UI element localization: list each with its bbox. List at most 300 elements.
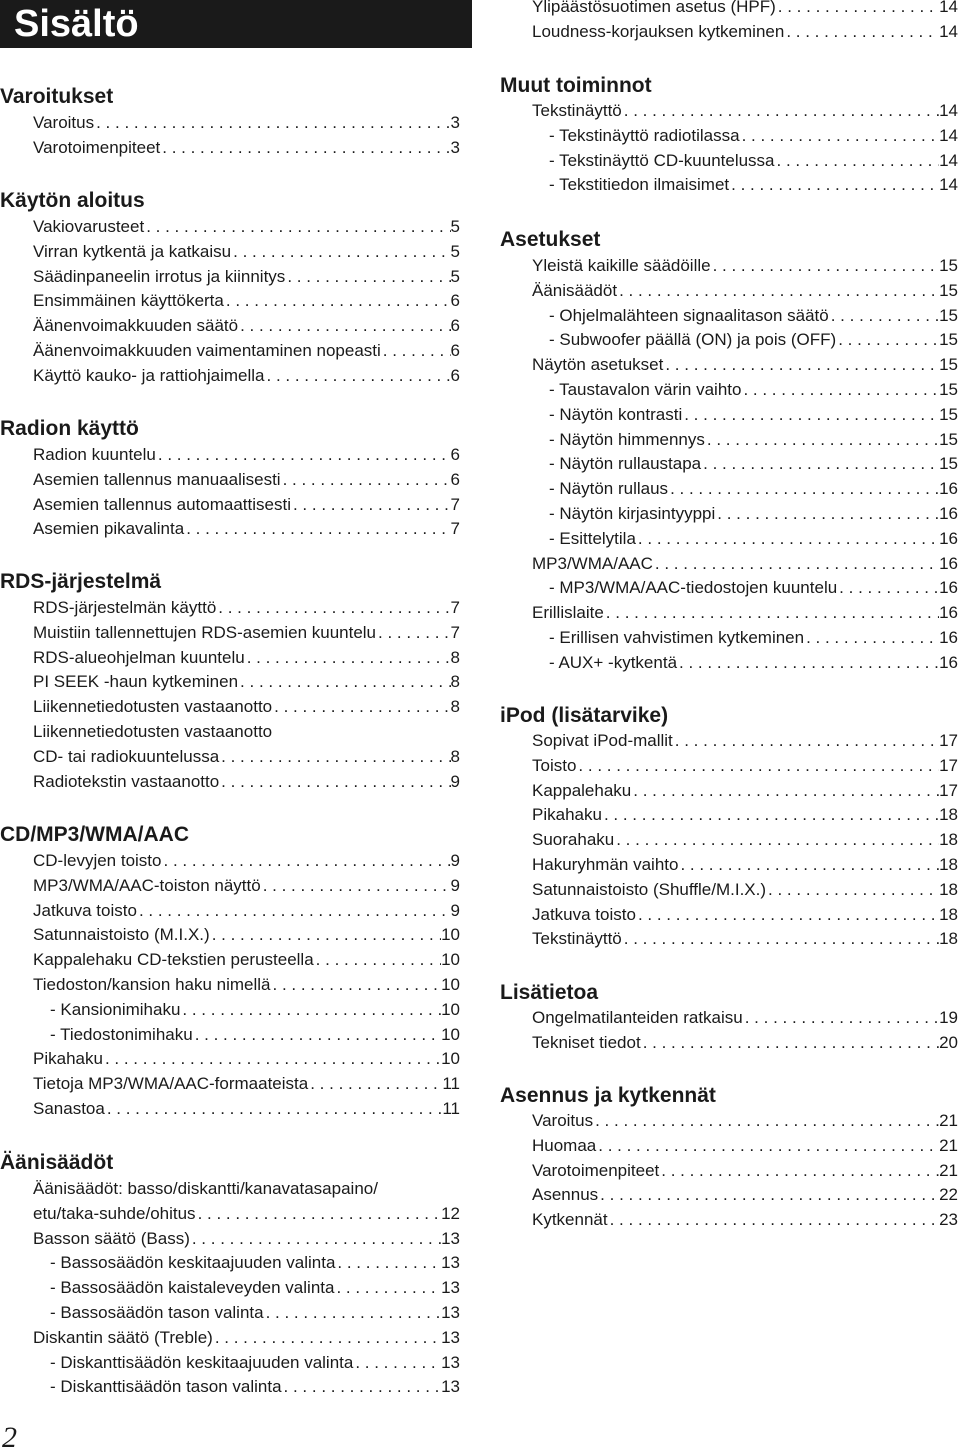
dot-leader [641, 1031, 939, 1056]
toc-entry-label: Varoitus [33, 113, 95, 132]
toc-entry-label: Sopivat iPod-mallit [532, 731, 673, 750]
dot-leader [837, 576, 939, 601]
toc-entry-page: 8 [450, 697, 460, 717]
toc-entry-label: Toisto [532, 755, 577, 775]
toc-entry[interactable] [532, 353, 958, 378]
toc-entry-label: Sanastoa [33, 1099, 105, 1118]
dot-leader [216, 596, 450, 621]
toc-entry-page: 18 [939, 879, 958, 899]
toc-entry-page: 7 [450, 622, 460, 642]
toc-entry-label: MP3/WMA/AAC-toiston näyttö [33, 875, 261, 895]
section-heading: Käytön aloitus [0, 189, 145, 212]
toc-entry-label: - Näytön kirjasintyyppi [549, 504, 716, 523]
dot-leader [775, 149, 940, 174]
toc-entry-page: 5 [450, 241, 460, 261]
dot-leader [677, 651, 939, 676]
dot-leader [196, 1202, 442, 1227]
toc-entry-label: Käyttö kauko- ja rattiohjaimella [33, 365, 265, 385]
dot-leader [776, 0, 939, 20]
toc-entry-label: Loudness-korjauksen kytkeminen [532, 21, 785, 41]
toc-entry[interactable] [532, 1208, 958, 1233]
toc-subentry[interactable] [50, 1351, 460, 1376]
dot-leader [265, 364, 451, 389]
toc-entry[interactable] [532, 729, 958, 754]
dot-leader [308, 1072, 442, 1097]
toc-entry-label: etu/taka-suhde/ohitus [33, 1203, 196, 1223]
toc-entry[interactable] [532, 1006, 958, 1031]
toc-entry[interactable] [33, 1097, 460, 1122]
toc-entry-page: 15 [939, 454, 958, 474]
toc-entry-page: 13 [441, 1228, 460, 1248]
toc-entry-label: Diskantin säätö (Treble) [33, 1327, 213, 1347]
dot-leader [743, 1006, 939, 1031]
toc-entry[interactable] [33, 364, 460, 389]
toc-entry-label: - Erillisen vahvistimen kytkeminen [549, 628, 805, 647]
toc-subentry[interactable] [50, 1251, 460, 1276]
toc-entry-page: 9 [450, 771, 460, 791]
toc-entry-page: 11 [442, 1074, 460, 1094]
toc-entry-label: Asemien tallennus automaattisesti [33, 494, 291, 514]
toc-entry[interactable] [33, 517, 460, 542]
toc-entry-label: Ensimmäinen käyttökerta [33, 291, 224, 311]
toc-subentry[interactable] [549, 527, 958, 552]
toc-entry-label: - Tiedostonimihaku [50, 1024, 193, 1044]
dot-leader [156, 443, 451, 468]
toc-entry[interactable] [33, 493, 460, 518]
section-heading: Äänisäädöt [0, 1151, 114, 1174]
toc-entry-label: - Esittelytila [549, 528, 636, 548]
toc-subentry[interactable] [549, 403, 958, 428]
toc-entry-label: - Tekstinäyttö radiotilassa [549, 125, 740, 145]
dot-leader [663, 353, 939, 378]
toc-entry[interactable] [33, 468, 460, 493]
toc-subentry[interactable] [549, 124, 958, 149]
section-heading: RDS-järjestelmä [0, 570, 162, 593]
dot-leader [271, 973, 442, 998]
toc-entry-page: 21 [939, 1135, 958, 1155]
toc-entry-page: 6 [450, 365, 460, 385]
dot-leader [213, 1326, 441, 1351]
toc-entry-label: CD-levyjen toisto [33, 851, 162, 870]
toc-entry-page: 16 [939, 504, 958, 523]
toc-subentry[interactable] [549, 378, 958, 403]
dot-leader [264, 1301, 441, 1326]
toc-entry-label: - Bassosäädön keskitaajuuden valinta [50, 1253, 336, 1273]
toc-entry-page: 12 [441, 1203, 460, 1223]
toc-entry-label: Liikennetiedotusten vastaanotto [33, 722, 273, 741]
dot-leader [219, 770, 450, 795]
toc-entry-page: 9 [450, 900, 460, 920]
toc-subentry[interactable] [50, 1023, 460, 1048]
dot-leader [636, 903, 939, 928]
toc-entry-label: Tiedoston/kansion haku nimellä [33, 975, 271, 994]
dot-leader [334, 1276, 441, 1301]
toc-entry[interactable] [33, 720, 460, 745]
toc-entry-page: 6 [450, 445, 460, 464]
toc-entry-page: 14 [939, 0, 958, 16]
dot-leader [766, 878, 939, 903]
toc-entry-page: 9 [450, 851, 460, 870]
dot-leader [314, 948, 441, 973]
dot-leader [238, 670, 450, 695]
toc-entry[interactable] [33, 770, 460, 795]
toc-entry[interactable] [33, 314, 460, 339]
toc-entry-label: Asennus [532, 1185, 599, 1205]
toc-entry[interactable] [33, 923, 460, 948]
dot-leader [659, 1159, 939, 1184]
toc-entry[interactable] [532, 754, 958, 779]
toc-entry-label: Tekstinäyttö [532, 929, 622, 949]
toc-entry-page: 16 [939, 578, 958, 598]
toc-entry-label: Hakuryhmän vaihto [532, 855, 679, 874]
toc-entry-page: 13 [441, 1352, 460, 1372]
toc-subentry[interactable] [549, 428, 958, 453]
toc-entry-label: Tekniset tiedot [532, 1032, 641, 1052]
toc-entry[interactable] [33, 1047, 460, 1072]
toc-entry-page: 15 [939, 429, 958, 449]
toc-entry-label: - Tekstitiedon ilmaisimet [549, 175, 730, 195]
section-heading: CD/MP3/WMA/AAC [0, 823, 189, 846]
dot-leader [353, 1351, 441, 1376]
toc-entry-label: Liikennetiedotusten vastaanotto [33, 697, 273, 717]
toc-entry-page: 3 [450, 113, 460, 132]
toc-entry-label: PI SEEK -haun kytkeminen [33, 672, 239, 692]
toc-entry-page: 16 [939, 603, 958, 623]
toc-subentry[interactable] [549, 502, 958, 527]
section-heading: Lisätietoa [500, 981, 599, 1004]
toc-entry-page: 18 [939, 805, 958, 825]
toc-entry-label: Äänisäädöt [532, 280, 618, 300]
toc-entry-page: 13 [441, 1303, 460, 1322]
toc-entry-label: Virran kytkentä ja katkaisu [33, 241, 232, 261]
toc-entry-label: Satunnaistoisto (M.I.X.) [33, 925, 210, 945]
toc-entry-page: 23 [939, 1210, 958, 1230]
toc-entry-page: 20 [939, 1032, 958, 1052]
dot-leader [673, 729, 939, 754]
toc-entry-label: Erillislaite [532, 603, 604, 623]
toc-entry-label: Kytkennät [532, 1210, 608, 1230]
toc-entry-label: Asemien pikavalinta [33, 519, 185, 539]
dot-leader [272, 695, 450, 720]
section-heading: Asetukset [500, 228, 601, 251]
toc-entry[interactable] [33, 1072, 460, 1097]
toc-entry-label: - Diskanttisäädön tason valinta [50, 1377, 282, 1397]
toc-entry-page: 18 [939, 830, 958, 850]
toc-entry[interactable] [532, 779, 958, 804]
toc-entry-page: 17 [939, 755, 958, 775]
dot-leader [193, 1023, 441, 1048]
toc-entry-label: Pikahaku [33, 1049, 103, 1069]
toc-entry[interactable] [33, 745, 460, 770]
toc-entry-page: 15 [939, 355, 958, 375]
toc-subentry[interactable] [50, 1375, 460, 1400]
toc-entry[interactable] [33, 136, 460, 161]
dot-leader [729, 173, 939, 198]
section-heading: Asennus ja kytkennät [500, 1084, 716, 1107]
dot-leader [614, 828, 939, 853]
dot-leader [94, 111, 450, 136]
toc-entry-page: 19 [939, 1008, 958, 1027]
toc-entry[interactable] [33, 1202, 460, 1227]
toc-subentry[interactable] [549, 452, 958, 477]
toc-entry-page: 21 [939, 1160, 958, 1180]
toc-entry[interactable] [532, 1183, 958, 1208]
dot-leader [836, 328, 939, 353]
dot-leader [715, 502, 939, 527]
toc-entry-page: 17 [939, 780, 958, 800]
toc-entry-page: 7 [450, 494, 460, 514]
toc-entry-page: 13 [441, 1278, 460, 1298]
dot-leader [678, 853, 939, 878]
dot-leader [103, 1047, 441, 1072]
toc-entry-page: 18 [939, 904, 958, 924]
toc-entry[interactable] [33, 240, 460, 265]
toc-entry-label: Asemien tallennus manuaalisesti [33, 469, 281, 489]
toc-entry[interactable] [532, 279, 958, 304]
toc-entry[interactable] [33, 849, 460, 874]
toc-entry[interactable] [532, 552, 958, 577]
dot-leader [238, 314, 450, 339]
toc-subentry[interactable] [549, 626, 958, 651]
toc-entry[interactable] [33, 695, 460, 720]
toc-entry[interactable] [33, 1227, 460, 1252]
toc-entry[interactable] [33, 670, 460, 695]
dot-leader [636, 527, 939, 552]
toc-entry-page: 5 [450, 217, 460, 236]
toc-entry-page: 14 [939, 21, 958, 41]
toc-entry[interactable] [532, 1031, 958, 1056]
toc-entry[interactable] [33, 339, 460, 364]
toc-entry-label: Kappalehaku [532, 780, 632, 800]
section-heading: iPod (lisätarvike) [500, 704, 669, 727]
toc-entry-page: 16 [939, 479, 958, 499]
toc-entry-page: 5 [450, 266, 460, 286]
section-heading: Varoitukset [0, 85, 114, 108]
toc-entry-page: 10 [441, 1049, 460, 1069]
toc-entry-page: 10 [441, 950, 460, 970]
toc-entry-label: Tekstinäyttö [532, 101, 622, 120]
toc-entry-page: 10 [441, 975, 460, 994]
toc-entry-label: Jatkuva toisto [532, 904, 636, 924]
section-heading: Muut toiminnot [500, 74, 652, 97]
dot-leader [622, 99, 939, 124]
toc-entry-label: - Subwoofer päällä (ON) ja pois (OFF) [549, 330, 837, 350]
toc-entry-page: 16 [939, 652, 958, 672]
toc-entry[interactable] [33, 289, 460, 314]
toc-entry-page: 17 [939, 731, 958, 750]
toc-entry-label: Jatkuva toisto [33, 900, 137, 920]
toc-entry-page: 15 [939, 380, 958, 399]
dot-leader [261, 874, 451, 899]
toc-entry-label: - Kansionimihaku [50, 999, 181, 1019]
toc-entry-page: 11 [442, 1099, 460, 1118]
toc-entry[interactable] [532, 0, 958, 20]
dot-leader [617, 279, 939, 304]
toc-entry[interactable] [33, 646, 460, 671]
dot-leader [219, 745, 450, 770]
toc-entry-page: 6 [450, 341, 460, 360]
toc-entry-page: 14 [939, 101, 958, 120]
dot-leader [829, 304, 939, 329]
toc-entry-page: 7 [450, 519, 460, 539]
toc-entry-page: 14 [939, 175, 958, 195]
toc-entry-label: - Ohjelmalähteen signaalitason säätö [549, 305, 829, 325]
dot-leader [804, 626, 939, 651]
dot-leader [741, 378, 939, 403]
dot-leader [602, 803, 939, 828]
dot-leader [144, 215, 450, 240]
toc-entry-page: 16 [939, 528, 958, 548]
toc-entry-label: - Bassosäädön kaistaleveyden valinta [50, 1278, 335, 1298]
toc-entry[interactable] [33, 1177, 460, 1202]
toc-entry[interactable] [33, 874, 460, 899]
toc-subentry[interactable] [549, 651, 958, 676]
toc-entry[interactable] [532, 853, 958, 878]
toc-entry-label: Basson säätö (Bass) [33, 1228, 190, 1248]
dot-leader [184, 517, 450, 542]
dot-leader [245, 646, 451, 671]
dot-leader [190, 1227, 441, 1252]
toc-entry-label: - Näytön himmennys [549, 429, 705, 449]
section-heading: Radion käyttö [0, 417, 139, 440]
toc-entry-label: Muistiin tallennettujen RDS-asemien kuuntelu [33, 622, 377, 642]
dot-leader [160, 136, 450, 161]
dot-leader [180, 998, 441, 1023]
dot-leader [784, 20, 939, 45]
page-title: Sisältö [0, 0, 472, 48]
toc-entry-label: Tietoja MP3/WMA/AAC-formaateista [33, 1074, 309, 1094]
toc-entry-label: RDS-järjestelmän käyttö [33, 598, 217, 617]
dot-leader [596, 1134, 939, 1159]
toc-entry-label: Yleistä kaikille säädöille [532, 256, 711, 275]
toc-entry[interactable] [532, 903, 958, 928]
toc-entry-page: 6 [450, 291, 460, 311]
dot-leader [210, 923, 441, 948]
toc-entry-page: 6 [450, 316, 460, 336]
dot-leader [653, 552, 939, 577]
toc-entry-page: 18 [939, 929, 958, 949]
toc-entry[interactable] [33, 621, 460, 646]
dot-leader [740, 124, 940, 149]
toc-entry[interactable] [532, 1109, 958, 1134]
dot-leader [701, 452, 939, 477]
toc-entry-label: Varotoimenpiteet [532, 1160, 660, 1180]
toc-entry-label: - Näytön rullaustapa [549, 454, 702, 474]
toc-entry-label: Radiotekstin vastaanotto [33, 771, 220, 791]
toc-entry-label: Näytön asetukset [532, 355, 664, 375]
toc-subentry[interactable] [549, 173, 958, 198]
toc-entry[interactable] [33, 973, 460, 998]
toc-entry-label: - Taustavalon värin vaihto [549, 380, 742, 399]
page-number: 2 [2, 1421, 17, 1454]
toc-entry-page: 13 [441, 1377, 460, 1397]
dot-leader [285, 265, 450, 290]
dot-leader [598, 1183, 939, 1208]
dot-leader [282, 1375, 442, 1400]
dot-leader [231, 240, 450, 265]
dot-leader [608, 1208, 939, 1233]
toc-entry-label: Äänisäädöt: basso/diskantti/kanavatasapaino/ [33, 1179, 378, 1198]
toc-subentry[interactable] [50, 1276, 460, 1301]
toc-entry[interactable] [532, 828, 958, 853]
toc-entry-label: RDS-alueohjelman kuuntelu [33, 647, 245, 667]
toc-entry[interactable] [33, 948, 460, 973]
dot-leader [668, 477, 939, 502]
toc-entry[interactable] [532, 99, 958, 124]
toc-entry-page: 3 [450, 137, 460, 157]
toc-subentry[interactable] [549, 576, 958, 601]
toc-entry[interactable] [33, 596, 460, 621]
dot-leader [281, 468, 451, 493]
toc-entry-label: - Näytön kontrasti [549, 404, 683, 424]
toc-entry[interactable] [532, 20, 958, 45]
dot-leader [105, 1097, 443, 1122]
toc-entry-label: Kappalehaku CD-tekstien perusteella [33, 950, 314, 970]
dot-leader [622, 927, 939, 952]
toc-entry-page: 15 [939, 330, 958, 350]
toc-entry-label: Äänenvoimakkuuden vaimentaminen nopeasti [33, 341, 381, 360]
dot-leader [162, 849, 451, 874]
toc-subentry[interactable] [549, 477, 958, 502]
toc-entry-label: - Diskanttisäädön keskitaajuuden valinta [50, 1352, 354, 1372]
toc-entry-page: 7 [450, 598, 460, 617]
toc-entry[interactable] [532, 1159, 958, 1184]
toc-entry[interactable] [33, 111, 460, 136]
toc-entry-page: 10 [441, 1024, 460, 1044]
toc-entry-label: Ongelmatilanteiden ratkaisu [532, 1008, 743, 1027]
dot-leader [682, 403, 939, 428]
toc-entry[interactable] [532, 878, 958, 903]
toc-entry[interactable] [532, 927, 958, 952]
toc-entry[interactable] [33, 1326, 460, 1351]
toc-entry-page: 21 [939, 1111, 958, 1130]
toc-entry-label: - Bassosäädön tason valinta [50, 1303, 264, 1322]
toc-subentry[interactable] [549, 149, 958, 174]
toc-entry-page: 15 [939, 305, 958, 325]
toc-entry-page: 10 [441, 999, 460, 1019]
toc-entry-label: Säädinpaneelin irrotus ja kiinnitys [33, 266, 286, 286]
toc-entry-page: 14 [939, 150, 958, 170]
toc-entry[interactable] [33, 215, 460, 240]
toc-entry-page: 8 [450, 746, 460, 766]
toc-entry-label: Äänenvoimakkuuden säätö [33, 316, 239, 336]
toc-entry[interactable] [33, 899, 460, 924]
dot-leader [381, 339, 451, 364]
toc-entry[interactable] [532, 1134, 958, 1159]
toc-entry-page: 13 [441, 1253, 460, 1273]
toc-entry-label: - Näytön rullaus [549, 479, 669, 499]
dot-leader [593, 1109, 939, 1134]
toc-entry[interactable] [532, 254, 958, 279]
toc-entry[interactable] [532, 601, 958, 626]
toc-subentry[interactable] [549, 328, 958, 353]
toc-entry-label: MP3/WMA/AAC [532, 553, 653, 573]
toc-entry[interactable] [33, 443, 460, 468]
toc-entry[interactable] [33, 265, 460, 290]
toc-entry-label: Satunnaistoisto (Shuffle/M.I.X.) [532, 879, 767, 899]
toc-entry-page: 8 [450, 672, 460, 692]
dot-leader [137, 899, 451, 924]
toc-subentry[interactable] [549, 304, 958, 329]
toc-entry-label: - AUX+ -kytkentä [549, 652, 678, 672]
toc-subentry[interactable] [50, 1301, 460, 1326]
toc-entry-page: 15 [939, 256, 958, 275]
toc-entry-page: 6 [450, 469, 460, 489]
toc-subentry[interactable] [50, 998, 460, 1023]
toc-entry[interactable] [532, 803, 958, 828]
toc-entry-label: Ylipäästösuotimen asetus (HPF) [532, 0, 776, 16]
toc-entry-label: Radion kuuntelu [33, 445, 156, 464]
